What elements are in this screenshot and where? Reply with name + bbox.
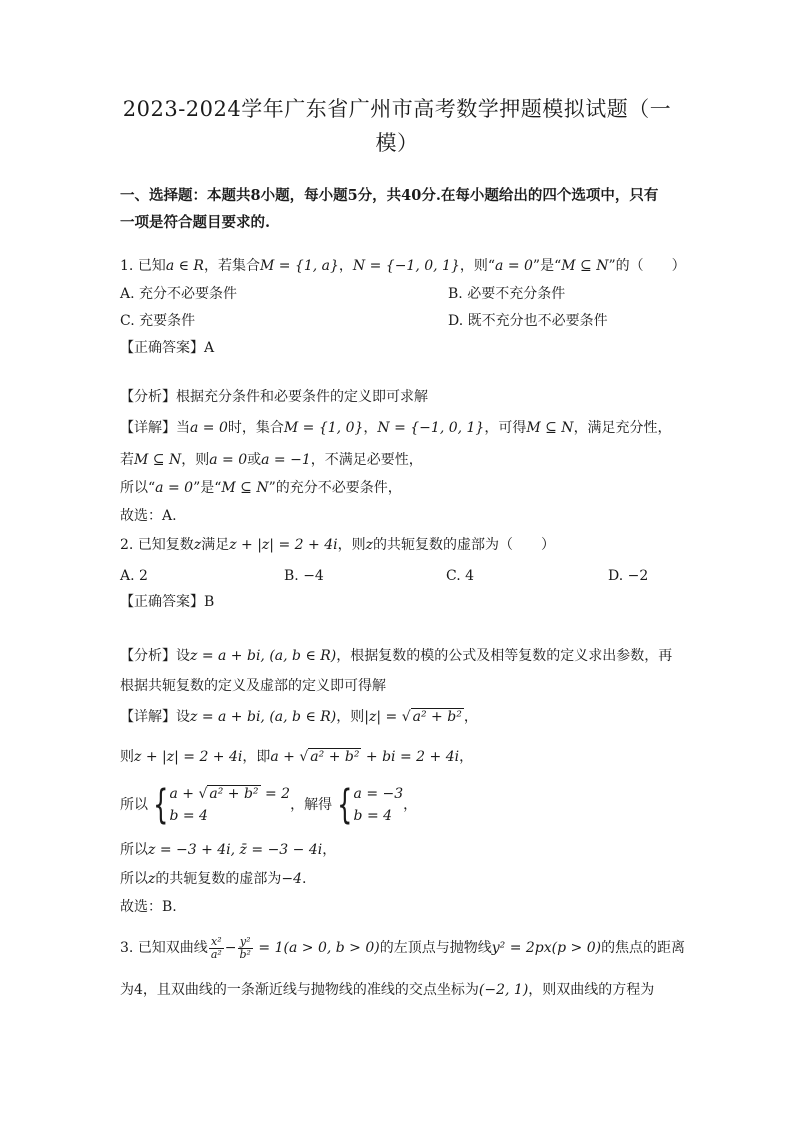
section-header-line-2: 一项是符合题目要求的. bbox=[120, 214, 271, 231]
q2-conclusion: 故选：B. bbox=[120, 899, 177, 915]
q1-option-b: B. 必要不充分条件 bbox=[448, 286, 566, 302]
q1-detail-line-2: 若M ⊆ N，则a = 0或a = −1，不满足必要性， bbox=[120, 452, 423, 468]
section-header-line-1: 一、选择题：本题共8小题，每小题5分，共40分.在每小题给出的四个选项中，只有 bbox=[120, 187, 659, 204]
q1-detail-line-3: 所以“a = 0”是“M ⊆ N”的充分不必要条件， bbox=[120, 480, 402, 496]
q3-stem-line-2: 为4，且双曲线的一条渐近线与抛物线的准线的交点坐标为(−2, 1)，则双曲线的方程为 bbox=[120, 982, 655, 998]
q1-option-d: D. 既不充分也不必要条件 bbox=[448, 313, 608, 329]
q2-option-c: C. 4 bbox=[446, 568, 475, 584]
title-line-1: 2023-2024学年广东省广州市高考数学押题模拟试题（一 bbox=[122, 97, 672, 121]
q2-detail-line-4: 所以z = −3 + 4i, z̄ = −3 − 4i， bbox=[120, 842, 337, 858]
q1-conclusion: 故选：A. bbox=[120, 508, 177, 524]
q1-option-a: A. 充分不必要条件 bbox=[120, 286, 238, 302]
q2-option-b: B. −4 bbox=[284, 568, 324, 584]
q2-detail-line-2: 则z + |z| = 2 + 4i，即a + √ a² + b² + bi = 2 + 4i， bbox=[120, 749, 474, 765]
q2-detail-line-3: 所以 { a + √ a² + b² = 2 b = 4 ，解得 { a = −3 b = 4 ， bbox=[120, 782, 418, 828]
q2-option-d: D. −2 bbox=[608, 568, 649, 584]
q3-stem-line-1: 3. 已知双曲线 $\frac{\text{x²}}{\text{a²}}$ − $\frac{\text{y²}}{\text{b²}}$ = 1(a > 0, b > 0)的左顶点与抛物线y² = 2px(p > 0)的焦点的距离 bbox=[120, 934, 686, 961]
q1-analysis: 【分析】根据充分条件和必要条件的定义即可求解 bbox=[120, 389, 428, 405]
solution-system: a = −3 b = 4 bbox=[353, 786, 404, 824]
q2-option-a: A. 2 bbox=[120, 568, 148, 584]
q2-detail-line-5: 所以z的共轭复数的虚部为−4. bbox=[120, 871, 307, 887]
title-line-2: 模） bbox=[375, 131, 419, 155]
q1-answer: 【正确答案】A bbox=[120, 340, 215, 356]
q2-analysis-line-2: 根据共轭复数的定义及虚部的定义即可得解 bbox=[120, 678, 386, 694]
q2-stem: 2. 已知复数z满足z + |z| = 2 + 4i，则z的共轭复数的虚部为（ ） bbox=[120, 537, 555, 553]
q2-analysis-line-1: 【分析】设z = a + bi, (a, b ∈ R)，根据复数的模的公式及相等复数的定义求出参数，再 bbox=[120, 648, 673, 664]
page-title bbox=[100, 92, 694, 160]
q1-option-c: C. 充要条件 bbox=[120, 313, 196, 329]
q1-stem: 1. 已知a ∈ R，若集合M = {1, a}，N = {−1, 0, 1}，则“a = 0”是“M ⊆ N”的（ ） bbox=[120, 258, 686, 274]
q1-detail-line-1: 【详解】当a = 0时，集合M = {1, 0}，N = {−1, 0, 1}，可得M ⊆ N，满足充分性， bbox=[120, 420, 672, 436]
q2-detail-line-1: 【详解】设z = a + bi, (a, b ∈ R)，则|z| = √ a² + b² ， bbox=[120, 709, 478, 725]
q2-answer: 【正确答案】B bbox=[120, 594, 215, 610]
equation-system: a + √ a² + b² = 2 b = 4 bbox=[169, 786, 291, 824]
